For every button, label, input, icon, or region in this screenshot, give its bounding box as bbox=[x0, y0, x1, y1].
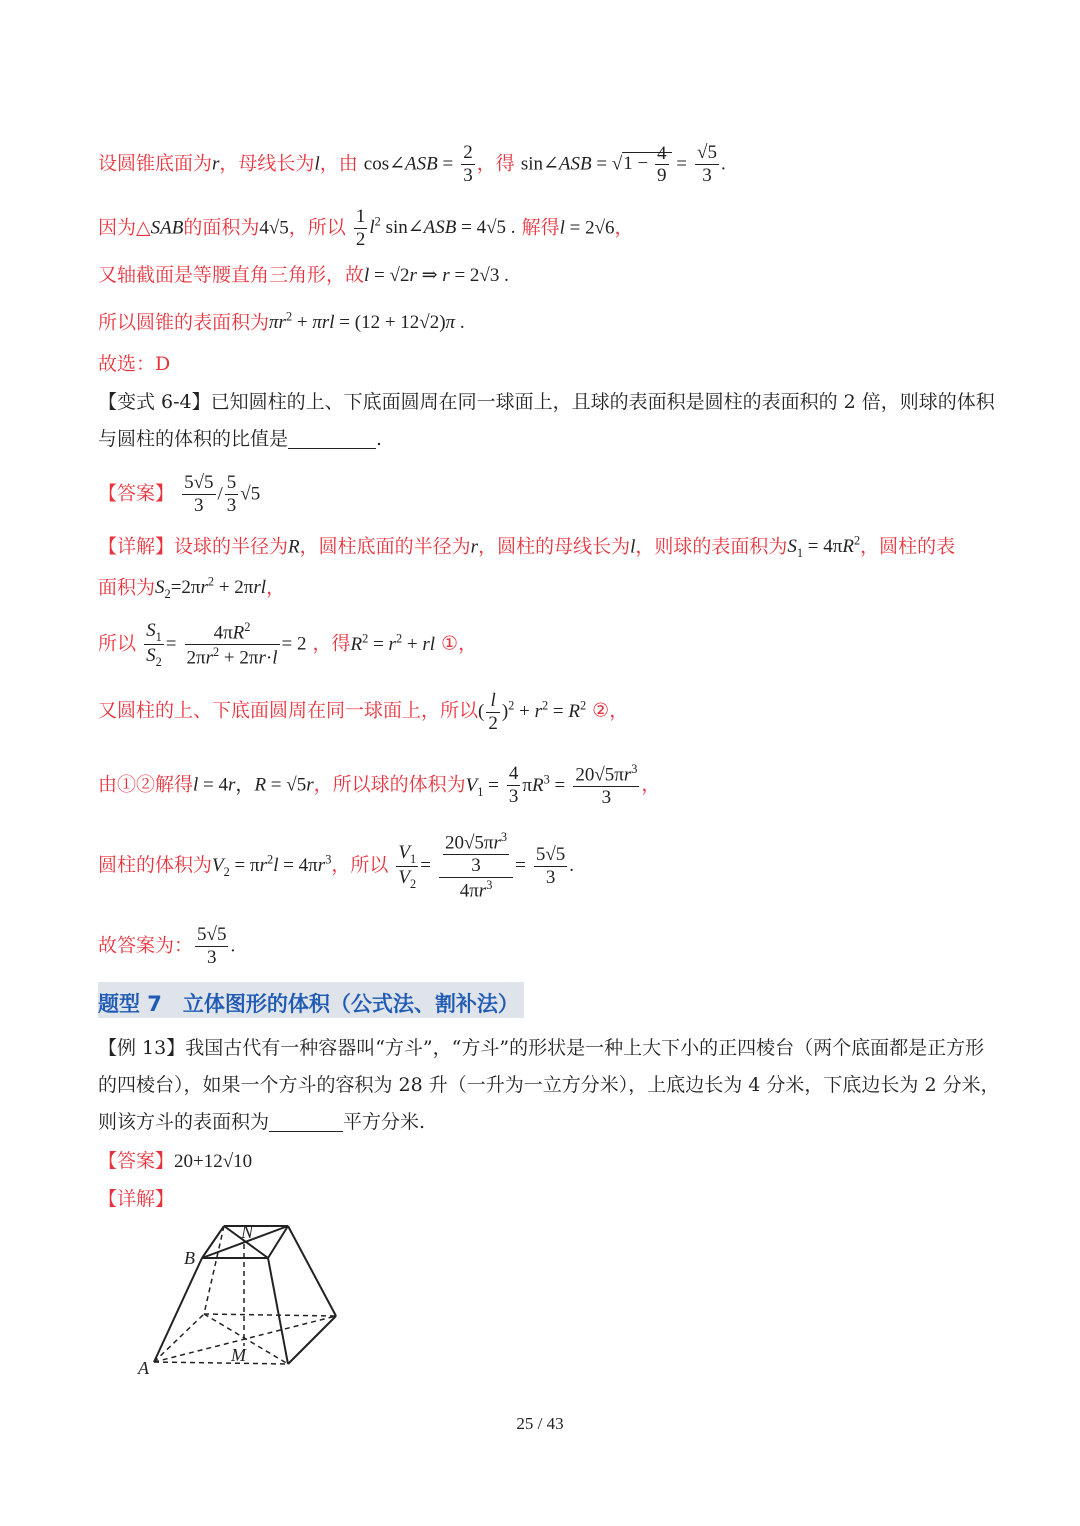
frustum-figure bbox=[130, 1218, 360, 1380]
label-n: N bbox=[241, 1222, 254, 1242]
answer-1: 【答案】 $\frac{5√5}{3}$ / $\frac{5}{3}$ √5 bbox=[98, 472, 261, 516]
line-3: 又轴截面是等腰直角三角形，故l = √2r ⇒ r = 2√3 . bbox=[98, 264, 509, 286]
detail-line-2: 面积为$S_2=2\pi r^2 + 2\pi rl$， bbox=[98, 575, 286, 602]
detail-line-5: 由①②解得l = 4r，R = √5r，所以球的体积为$V_1$ = $\frac{4}{3}$ $\pi R^3$ = $\frac{20√5\pi r^3}{3}$ ， bbox=[98, 762, 661, 809]
detail-label-2: 【详解】 bbox=[98, 1188, 175, 1210]
label-b: B bbox=[184, 1248, 195, 1268]
page-number: 25 / 43 bbox=[516, 1414, 564, 1433]
label-m: M bbox=[231, 1345, 246, 1365]
example-text-3: 则该方斗的表面积为 平方分米. bbox=[98, 1111, 426, 1133]
question-text-2: 与圆柱的体积的比值是 . bbox=[98, 428, 383, 450]
detail-line-7: 故答案为： $\frac{5√5}{3}$ . bbox=[98, 924, 236, 968]
detail-line-3: 所以 $\frac{S_1}{S_2}$ = $\frac{4\pi R^2}{2\pi r^2 + 2\pi r\cdot l}$ = 2 ，得$R^2 = r^2$ + rl ①， bbox=[98, 620, 478, 669]
line-5: 故选：D bbox=[98, 353, 171, 375]
example-text-1: 【例 13】我国古代有一种容器叫“方斗”，“方斗”的形状是一种上大下小的正四棱台（两个底面都是正方形 bbox=[98, 1037, 985, 1059]
line-2: 因为△SAB的面积为4√5，所以 $\frac{1}{2}$ $l^2$ sin∠ASB = 4√5 . 解得l = 2√6， bbox=[98, 206, 634, 250]
detail-line-6: 圆柱的体积为$V_2 = \pi r^2l = 4\pi r^3$，所以 $\frac{V_1}{V_2}$ = $\frac{\frac{20√5\pi r^3}{3}}{4\pi r^3}$ = $\frac{5√5}{3}$ . bbox=[98, 830, 575, 902]
detail-line-1: 【详解】设球的半径为R，圆柱底面的半径为r，圆柱的母线长为l，则球的表面积为$S_1 = 4\pi R^2$，圆柱的表 bbox=[98, 534, 956, 561]
section-heading: 题型 7 立体图形的体积（公式法、割补法） bbox=[98, 992, 519, 1016]
question-text-1: 【变式 6-4】已知圆柱的上、下底面圆周在同一球面上，且球的表面积是圆柱的表面积的 2 倍，则球的体积 bbox=[98, 391, 995, 413]
answer-2: 【答案】20+12√10 bbox=[98, 1150, 253, 1172]
line-1: 设圆锥底面为r，母线长为l，由 cos∠ASB = $\frac{2}{3}$ ，得 sin∠ASB = √1 − $\frac{4}{9}$ = $\frac{√5}{3}$ . bbox=[98, 142, 726, 187]
label-a: A bbox=[138, 1358, 149, 1378]
line-4: 所以圆锥的表面积为$\pi r^2 + \pi rl = (12 + 12√2)\pi$ . bbox=[98, 310, 465, 334]
detail-line-4: 又圆柱的上、下底面圆周在同一球面上，所以( $\frac{l}{2}$ )$^2 + r^2 = R^2$ ②， bbox=[98, 690, 629, 734]
example-text-2: 的四棱台），如果一个方斗的容积为 28 升（一升为一立方分米），上底边长为 4 分米，下底边长为 2 分米， bbox=[98, 1074, 1000, 1096]
